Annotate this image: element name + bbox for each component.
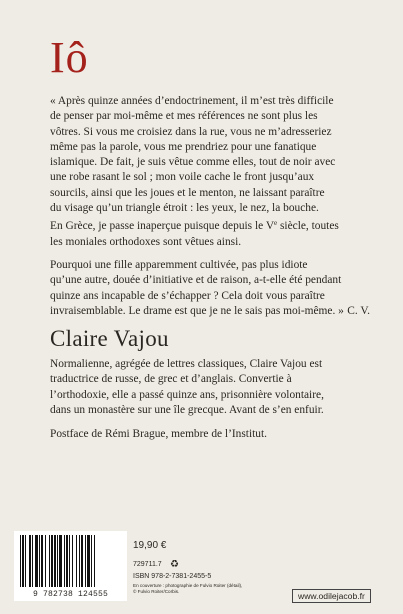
blurb-line: de penser par moi-même et mes références ne sont plus les bbox=[50, 110, 318, 123]
back-cover-blurb bbox=[50, 94, 372, 319]
blurb-line: En Grèce, je passe inaperçue puisque depuis le V bbox=[50, 220, 275, 233]
barcode-number: 9 782738 124555 bbox=[32, 590, 108, 599]
product-code: 729711.7 bbox=[133, 561, 162, 568]
recycle-icon: ♻ bbox=[170, 559, 179, 570]
bio-line: l’orthodoxie, elle a passé quinze ans, prisonnière volontaire, bbox=[50, 388, 324, 401]
barcode-bar bbox=[41, 535, 43, 587]
barcode-bar bbox=[51, 535, 53, 587]
blurb-paragraph-2 bbox=[50, 258, 372, 319]
barcode-bar bbox=[20, 535, 21, 587]
barcode-bar bbox=[59, 535, 62, 587]
blurb-line: quinze ans incapable de s’échapper ? Cela doit vous paraître bbox=[50, 289, 325, 302]
barcode-bar bbox=[49, 535, 50, 587]
barcode-bar bbox=[32, 535, 33, 587]
barcode-bar bbox=[72, 535, 73, 587]
bio-line: Normalienne, agrégée de lettres classiques, Claire Vajou est bbox=[50, 358, 323, 370]
book-title: Iô bbox=[50, 33, 89, 82]
barcode-bar bbox=[85, 535, 86, 587]
barcode-bar bbox=[25, 535, 26, 587]
blurb-line: une robe rasant le sol ; mon voile cache le front jusqu’aux bbox=[50, 171, 315, 184]
blurb-line: du visage qu’un triangle étroit : les yeux, le nez, la bouche. bbox=[50, 202, 319, 215]
barcode-bar bbox=[57, 535, 58, 587]
blurb-line: siècle, toutes bbox=[277, 220, 339, 233]
barcode-bar bbox=[29, 535, 31, 587]
barcode-bar bbox=[66, 535, 68, 587]
barcode-bar bbox=[22, 535, 24, 587]
credit-line: © Fulvio Roiter/Corbis. bbox=[133, 589, 180, 594]
price: 19,90 € bbox=[133, 540, 167, 551]
barcode bbox=[14, 531, 127, 601]
cover-credit bbox=[133, 583, 253, 595]
barcode-bar bbox=[87, 535, 90, 587]
credit-line: En couverture : photographie de Fulvio Roiter (détail), bbox=[133, 583, 243, 588]
barcode-bar bbox=[91, 535, 92, 587]
blurb-line: même pas la parole, vous me prendriez pour une fanatique bbox=[50, 140, 317, 153]
barcode-bar bbox=[54, 535, 56, 587]
barcode-bar bbox=[69, 535, 70, 587]
blurb-line: qu’une autre, douée d’initiative et de raison, a-t-elle été pendant bbox=[50, 274, 342, 287]
barcode-bar bbox=[64, 535, 65, 587]
blurb-line: « Après quinze années d’endoctrinement, il m’est très difficile bbox=[50, 95, 334, 107]
blurb-paragraph-1 bbox=[50, 94, 372, 250]
barcode-bar bbox=[76, 535, 77, 587]
blurb-signature: C. V. bbox=[347, 305, 370, 317]
author-bio bbox=[50, 357, 372, 418]
blurb-line: islamique. De fait, je suis vêtue comme elles, tout de noir avec bbox=[50, 156, 336, 169]
blurb-line: sourcils, ainsi que les joues et le menton, ne laissant paraître bbox=[50, 186, 325, 199]
author-name: Claire Vajou bbox=[50, 326, 169, 351]
barcode-bars bbox=[20, 535, 121, 587]
barcode-bar bbox=[81, 535, 83, 587]
barcode-bar bbox=[79, 535, 80, 587]
barcode-bar bbox=[35, 535, 38, 587]
barcode-bar bbox=[94, 535, 95, 587]
isbn: ISBN 978-2-7381-2455-5 bbox=[133, 573, 212, 580]
blurb-line: vôtres. Si vous me croisiez dans la rue, vous ne m’adresseriez bbox=[50, 125, 332, 138]
bio-line: dans un monastère sur une île grecque. Avant de s’en enfuir. bbox=[50, 403, 324, 416]
century-superscript: e bbox=[274, 219, 278, 228]
postface-credit: Postface de Rémi Brague, membre de l’Institut. bbox=[50, 428, 267, 440]
blurb-line: Pourquoi une fille apparemment cultivée, pas plus idiote bbox=[50, 258, 308, 271]
barcode-bar bbox=[39, 535, 40, 587]
blurb-line: les moniales orthodoxes sont vêtues ainsi. bbox=[50, 235, 242, 248]
barcode-bar bbox=[45, 535, 46, 587]
bio-line: traductrice de russe, de grec et d’anglais. Convertie à bbox=[50, 373, 292, 386]
blurb-line: invraisemblable. Le drame est que je ne le sais pas moi-même. » bbox=[50, 304, 344, 317]
publisher-website-link[interactable]: www.odilejacob.fr bbox=[292, 589, 371, 603]
